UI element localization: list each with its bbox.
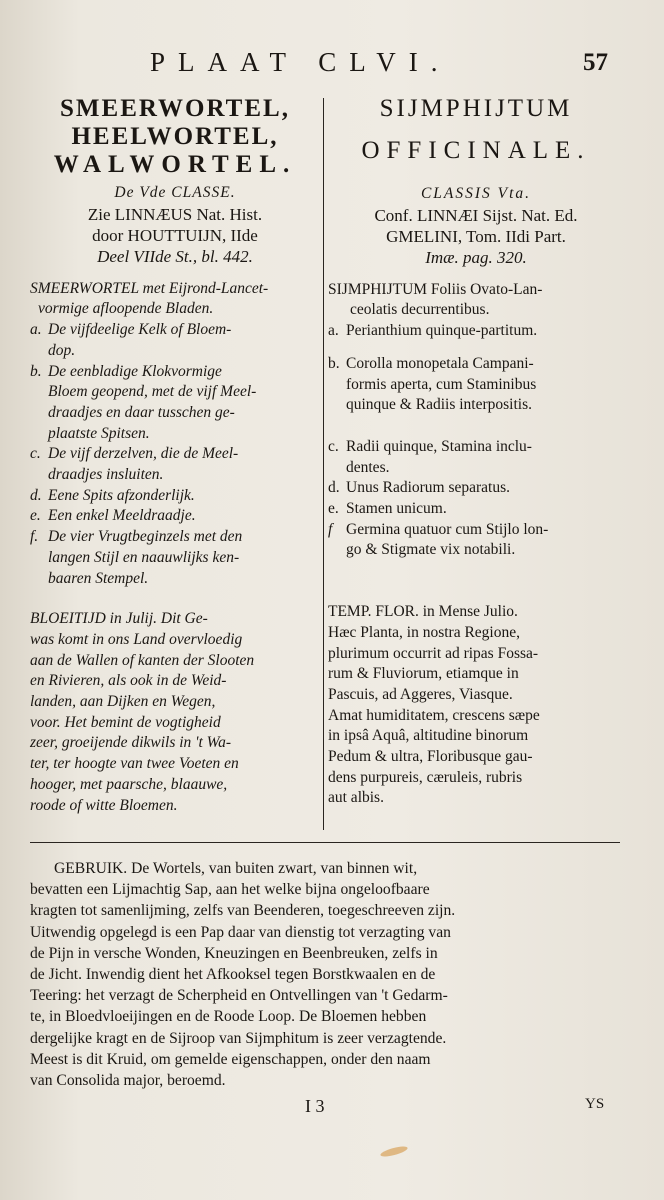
latin-classis: CLASSIS Vta. <box>420 185 532 202</box>
bloei-line: aan de Wallen of kanten der Slooten <box>30 651 255 669</box>
gebruik-line: de Jicht. Inwendig dient het Afkooksel tegen Borstkwaalen en de <box>30 966 436 984</box>
temp-line: rum & Fluviorum, etiamque in <box>328 665 519 683</box>
dutch-item-b: b. De eenbladige Klokvormige Bloem geopend, met de vijf Meel- draadjes en daar tusschen ge- plaatste Spitsen. <box>30 362 257 442</box>
catchword: YS <box>585 1096 605 1112</box>
gebruik-line: Meest is dit Kruid, om gemelde eigenschappen, onder den naam <box>30 1050 431 1068</box>
dutch-item-c: c. De vijf derzelven, die de Meel- draadjes insluiten. <box>30 445 239 484</box>
latin-desc-line: SIJMPHIJTUM Foliis Ovato-Lan- <box>328 280 543 298</box>
dutch-title-1: SMEERWORTEL, <box>60 95 290 122</box>
temp-line: in ipsâ Aquâ, altitudine binorum <box>328 727 529 745</box>
dutch-item-a: a. De vijfdeelige Kelk of Bloem- dop. <box>30 321 232 359</box>
bloei-line: hooger, met paarsche, blaauwe, <box>30 775 228 793</box>
gebruik-line: kragten tot samenlijming, zelfs van Beenderen, toegeschreeven zijn. <box>30 902 456 920</box>
section-rule <box>30 842 620 843</box>
dutch-desc-line: vormige afloopende Bladen. <box>38 300 214 318</box>
latin-item-b: b. Corolla monopetala Campani- formis aperta, cum Staminibus quinque & Radiis interpositis. <box>328 354 537 414</box>
dutch-classe: De Vde CLASSE. <box>114 184 236 201</box>
dutch-title-2: HEELWORTEL, <box>71 123 279 150</box>
gebruik-line: bevatten een Lijmachtig Sap, aan het welke bijna ongeloofbaare <box>30 881 430 899</box>
dutch-description <box>30 279 320 590</box>
gebruik-line: te, in Bloedvloeijingen en de Roode Loop. De Bloemen hebben <box>30 1008 427 1026</box>
column-divider <box>323 98 324 830</box>
dutch-title-3: WALWORTEL. <box>53 151 297 178</box>
bloei-line: roode of witte Bloemen. <box>30 796 178 814</box>
gebruik-line: de Pijn in versche Wonden, Kneuzingen en Beenbreuken, zelfs in <box>30 944 438 962</box>
latin-column <box>328 95 624 809</box>
latin-title-2: OFFICINALE. <box>361 137 591 164</box>
gebruik-line: GEBRUIK. De Wortels, van buiten zwart, van binnen wit, <box>54 860 418 877</box>
latin-item-d: d. Unus Radiorum separatus. <box>328 479 511 497</box>
temp-line: aut albis. <box>328 789 384 807</box>
dutch-ref-2: door HOUTTUIJN, IIde <box>92 225 258 245</box>
temp-line: Pascuis, ad Aggeres, Viasque. <box>328 685 513 703</box>
bloei-line: was komt in ons Land overvloedig <box>30 630 243 648</box>
gebruik-line: Teering: het verzagt de Scherpheid en Ontvellingen van 't Gedarm- <box>30 987 448 1005</box>
gebruik-line: van Consolida major, beroemd. <box>30 1072 226 1090</box>
dutch-item-d: d. Eene Spits afzonderlijk. <box>30 486 195 504</box>
dutch-ref-3: Deel VIIde St., bl. 442. <box>97 246 253 266</box>
bloei-line: zeer, groeijende dikwils in 't Wa- <box>30 734 232 752</box>
latin-ref-3: Imæ. pag. 320. <box>425 247 527 267</box>
temp-line: Amat humiditatem, crescens sæpe <box>328 706 540 724</box>
gebruik-line: Uitwendig opgelegd is een Pap daar van dienstig tot verzagting van <box>30 923 451 941</box>
dutch-ref-1: Zie LINNÆUS Nat. Hist. <box>87 204 263 224</box>
temp-line: Hæc Planta, in nostra Regione, <box>328 623 520 641</box>
latin-ref-2: GMELINI, Tom. IIdi Part. <box>386 226 566 246</box>
gebruik-line: dergelijke kragt en de Sijroop van Sijmphitum is zeer verzagtende. <box>30 1029 447 1047</box>
gebruik-paragraph <box>30 858 620 1091</box>
latin-item-c: c. Radii quinque, Stamina inclu- dentes. <box>328 437 532 476</box>
dutch-item-f: f. De vier Vrugtbeginzels met den langen Stijl en naauwlijks ken- baaren Stempel. <box>30 528 243 587</box>
dutch-bloeitijd <box>30 609 320 816</box>
latin-item-e: e. Stamen unicum. <box>328 500 447 518</box>
paper-stain <box>380 1144 409 1158</box>
temp-line: dens purpureis, cæruleis, rubris <box>328 768 523 786</box>
page-number: 57 <box>583 49 608 76</box>
bloei-line: en Rivieren, als ook in de Weid- <box>30 672 227 690</box>
dutch-column <box>30 95 320 816</box>
bloei-line: voor. Het bemint de vogtigheid <box>30 713 221 731</box>
dutch-desc-line: SMEERWORTEL met Eijrond-Lancet- <box>30 279 269 297</box>
latin-ref-1: Conf. LINNÆI Sijst. Nat. Ed. <box>374 205 578 225</box>
latin-item-a: a. Perianthium quinque-partitum. <box>328 322 538 340</box>
bloei-line: BLOEITIJD in Julij. Dit Ge- <box>30 610 208 628</box>
bloei-line: landen, aan Dijken en Wegen, <box>30 693 216 711</box>
temp-line: TEMP. FLOR. in Mense Julio. <box>328 603 518 621</box>
bloei-line: ter, ter hoogte van twee Voeten en <box>30 755 239 773</box>
latin-tempflor <box>328 602 624 809</box>
dutch-item-e: e. Een enkel Meeldraadje. <box>30 507 196 525</box>
temp-line: Pedum & ultra, Floribusque gau- <box>328 748 533 766</box>
temp-line: plurimum occurrit ad ripas Fossa- <box>328 644 539 662</box>
latin-title-1: SIJMPHIJTUM <box>379 95 573 122</box>
latin-description <box>328 280 624 561</box>
signature-mark: I 3 <box>305 1096 325 1116</box>
plate-title: PLAAT CLVI. <box>150 47 451 77</box>
latin-desc-line: ceolatis decurrentibus. <box>350 301 490 319</box>
latin-item-f: f Germina quatuor cum Stijlo lon- go & Stigmate vix notabili. <box>328 520 549 559</box>
